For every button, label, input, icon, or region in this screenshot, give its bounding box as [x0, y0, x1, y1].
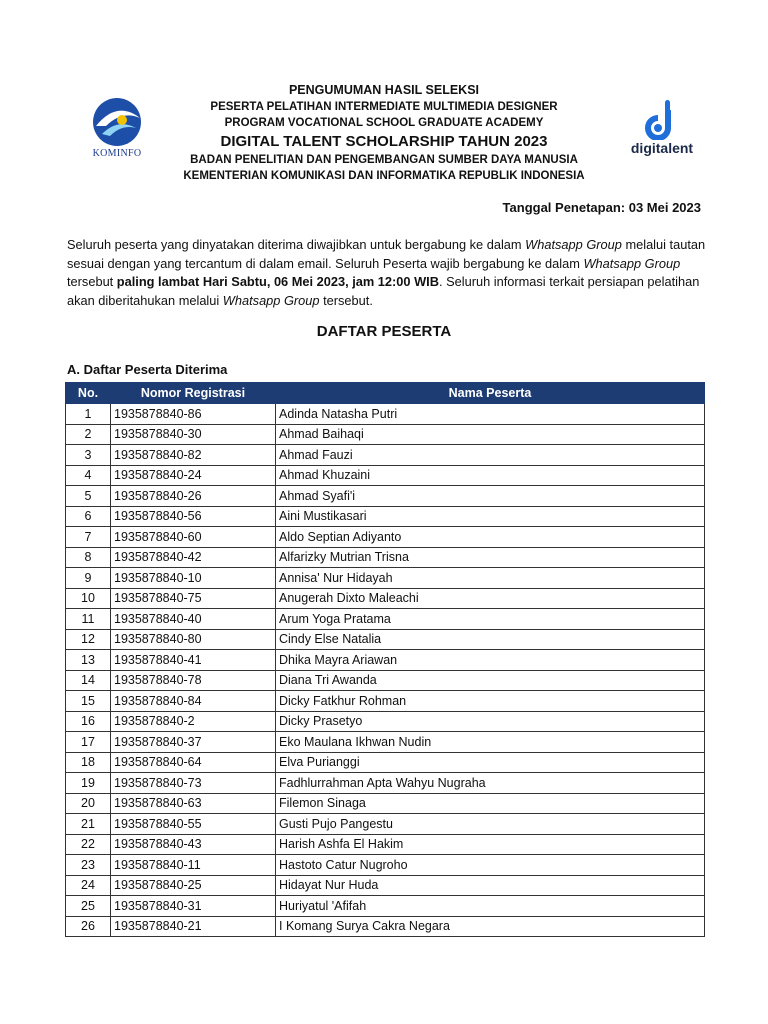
table-row — [66, 752, 705, 773]
participant-name: Annisa' Nur Hidayah — [276, 568, 705, 589]
program-line: PESERTA PELATIHAN INTERMEDIATE MULTIMEDIA DESIGNER — [210, 100, 558, 113]
registration-number: 1935878840-80 — [111, 629, 276, 650]
participant-name: Alfarizky Mutrian Trisna — [276, 547, 705, 568]
participant-name: Ahmad Syafi'i — [276, 486, 705, 507]
registration-number: 1935878840-24 — [111, 465, 276, 486]
registration-number: 1935878840-37 — [111, 732, 276, 753]
ministry-line: KEMENTERIAN KOMUNIKASI DAN INFORMATIKA REPUBLIK INDONESIA — [183, 170, 585, 182]
registration-number: 1935878840-30 — [111, 424, 276, 445]
row-number: 13 — [66, 650, 111, 671]
participant-name: Ahmad Fauzi — [276, 445, 705, 466]
row-number: 10 — [66, 588, 111, 609]
participant-name: Diana Tri Awanda — [276, 670, 705, 691]
row-number: 25 — [66, 896, 111, 917]
table-row — [66, 465, 705, 486]
kominfo-emblem-icon — [82, 96, 152, 150]
participant-name: Dhika Mayra Ariawan — [276, 650, 705, 671]
row-number: 16 — [66, 711, 111, 732]
participant-name: Hidayat Nur Huda — [276, 875, 705, 896]
table-row — [66, 773, 705, 794]
row-number: 15 — [66, 691, 111, 712]
registration-number: 1935878840-75 — [111, 588, 276, 609]
table-row — [66, 875, 705, 896]
row-number: 20 — [66, 793, 111, 814]
row-number: 9 — [66, 568, 111, 589]
list-title: DAFTAR PESERTA — [316, 323, 452, 340]
row-number: 18 — [66, 752, 111, 773]
table-row — [66, 486, 705, 507]
intro-text-1: Seluruh peserta yang dinyatakan diterima diwajibkan untuk bergabung ke dalam — [67, 237, 526, 252]
participant-name: Dicky Fatkhur Rohman — [276, 691, 705, 712]
registration-number: 1935878840-73 — [111, 773, 276, 794]
table-row — [66, 691, 705, 712]
row-number: 22 — [66, 834, 111, 855]
row-number: 23 — [66, 855, 111, 876]
table-row — [66, 547, 705, 568]
intro-italic-3: Whatsapp Group — [222, 292, 320, 308]
row-number: 7 — [66, 527, 111, 548]
participant-name: Filemon Sinaga — [276, 793, 705, 814]
announcement-title: PENGUMUMAN HASIL SELEKSI — [288, 83, 480, 97]
participant-name: Harish Ashfa El Hakim — [276, 834, 705, 855]
table-row — [66, 404, 705, 425]
participant-name: Aldo Septian Adiyanto — [276, 527, 705, 548]
row-number: 11 — [66, 609, 111, 630]
decision-date: Tanggal Penetapan: 03 Mei 2023 — [502, 200, 701, 215]
participants-table — [65, 382, 705, 937]
row-number: 17 — [66, 732, 111, 753]
table-row — [66, 445, 705, 466]
table-row — [66, 814, 705, 835]
participant-name: Elva Purianggi — [276, 752, 705, 773]
participant-name: Anugerah Dixto Maleachi — [276, 588, 705, 609]
registration-number: 1935878840-63 — [111, 793, 276, 814]
table-row — [66, 711, 705, 732]
row-number: 4 — [66, 465, 111, 486]
digitalent-logo — [622, 96, 702, 166]
participant-name: Gusti Pujo Pangestu — [276, 814, 705, 835]
registration-number: 1935878840-31 — [111, 896, 276, 917]
registration-number: 1935878840-43 — [111, 834, 276, 855]
row-number: 1 — [66, 404, 111, 425]
registration-number: 1935878840-21 — [111, 916, 276, 937]
intro-text-4: . Seluruh informasi terkait persiapan pelatihan akan diberitahukan melalui — [67, 274, 700, 308]
registration-number: 1935878840-86 — [111, 404, 276, 425]
row-number: 2 — [66, 424, 111, 445]
table-row — [66, 650, 705, 671]
participant-name: Ahmad Khuzaini — [276, 465, 705, 486]
table-row — [66, 670, 705, 691]
table-header-row — [66, 383, 705, 404]
registration-number: 1935878840-25 — [111, 875, 276, 896]
participant-name: Huriyatul 'Afifah — [276, 896, 705, 917]
table-row — [66, 896, 705, 917]
registration-number: 1935878840-84 — [111, 691, 276, 712]
scholarship-line: DIGITAL TALENT SCHOLARSHIP TAHUN 2023 — [220, 132, 548, 150]
table-row — [66, 916, 705, 937]
digitalent-logo-text: digitalent — [630, 140, 694, 156]
table-row — [66, 527, 705, 548]
participant-name: Cindy Else Natalia — [276, 629, 705, 650]
table-row — [66, 424, 705, 445]
academy-line: PROGRAM VOCATIONAL SCHOOL GRADUATE ACADEMY — [224, 117, 544, 129]
registration-number: 1935878840-64 — [111, 752, 276, 773]
row-number: 6 — [66, 506, 111, 527]
registration-number: 1935878840-82 — [111, 445, 276, 466]
row-number: 3 — [66, 445, 111, 466]
row-number: 19 — [66, 773, 111, 794]
registration-number: 1935878840-56 — [111, 506, 276, 527]
participant-name: Adinda Natasha Putri — [276, 404, 705, 425]
intro-italic-2: Whatsapp Group — [583, 255, 681, 271]
kominfo-logo — [82, 96, 152, 166]
table-row — [66, 506, 705, 527]
intro-italic-1: Whatsapp Group — [525, 237, 622, 252]
section-title: A. Daftar Peserta Diterima — [67, 362, 228, 377]
table-row — [66, 568, 705, 589]
participant-name: Ahmad Baihaqi — [276, 424, 705, 445]
row-number: 5 — [66, 486, 111, 507]
row-number: 21 — [66, 814, 111, 835]
registration-number: 1935878840-11 — [111, 855, 276, 876]
participant-name: I Komang Surya Cakra Negara — [276, 916, 705, 937]
intro-text-2: melalui tautan sesuai dengan yang tercantum di dalam email. Seluruh Peserta wajib bergabung ke dalam — [67, 237, 706, 271]
table-body — [66, 404, 705, 937]
row-number: 12 — [66, 629, 111, 650]
row-number: 8 — [66, 547, 111, 568]
row-number: 24 — [66, 875, 111, 896]
registration-number: 1935878840-42 — [111, 547, 276, 568]
row-number: 26 — [66, 916, 111, 937]
header-registration: Nomor Registrasi — [111, 383, 276, 404]
participant-name: Arum Yoga Pratama — [276, 609, 705, 630]
table-row — [66, 834, 705, 855]
registration-number: 1935878840-60 — [111, 527, 276, 548]
participant-name: Fadhlurrahman Apta Wahyu Nugraha — [276, 773, 705, 794]
registration-number: 1935878840-26 — [111, 486, 276, 507]
table-row — [66, 793, 705, 814]
header-text-block — [160, 82, 608, 185]
digitalent-emblem-icon — [622, 96, 702, 140]
participant-name: Eko Maulana Ikhwan Nudin — [276, 732, 705, 753]
registration-number: 1935878840-78 — [111, 670, 276, 691]
participant-name: Aini Mustikasari — [276, 506, 705, 527]
header-name: Nama Peserta — [276, 383, 705, 404]
table-row — [66, 609, 705, 630]
registration-number: 1935878840-2 — [111, 711, 276, 732]
table-row — [66, 732, 705, 753]
participant-name: Hastoto Catur Nugroho — [276, 855, 705, 876]
intro-paragraph — [67, 236, 707, 310]
intro-deadline: paling lambat Hari Sabtu, 06 Mei 2023, jam 12:00 WIB — [116, 274, 439, 289]
intro-text-5: tersebut. — [319, 292, 373, 308]
intro-text-3: tersebut — [67, 274, 117, 289]
row-number: 14 — [66, 670, 111, 691]
table-row — [66, 629, 705, 650]
registration-number: 1935878840-10 — [111, 568, 276, 589]
table-row — [66, 855, 705, 876]
registration-number: 1935878840-40 — [111, 609, 276, 630]
table-row — [66, 588, 705, 609]
header-no: No. — [66, 383, 111, 404]
registration-number: 1935878840-41 — [111, 650, 276, 671]
kominfo-logo-text: KOMINFO — [92, 148, 142, 159]
agency-line: BADAN PENELITIAN DAN PENGEMBANGAN SUMBER DAYA MANUSIA — [190, 153, 578, 166]
participant-name: Dicky Prasetyo — [276, 711, 705, 732]
registration-number: 1935878840-55 — [111, 814, 276, 835]
